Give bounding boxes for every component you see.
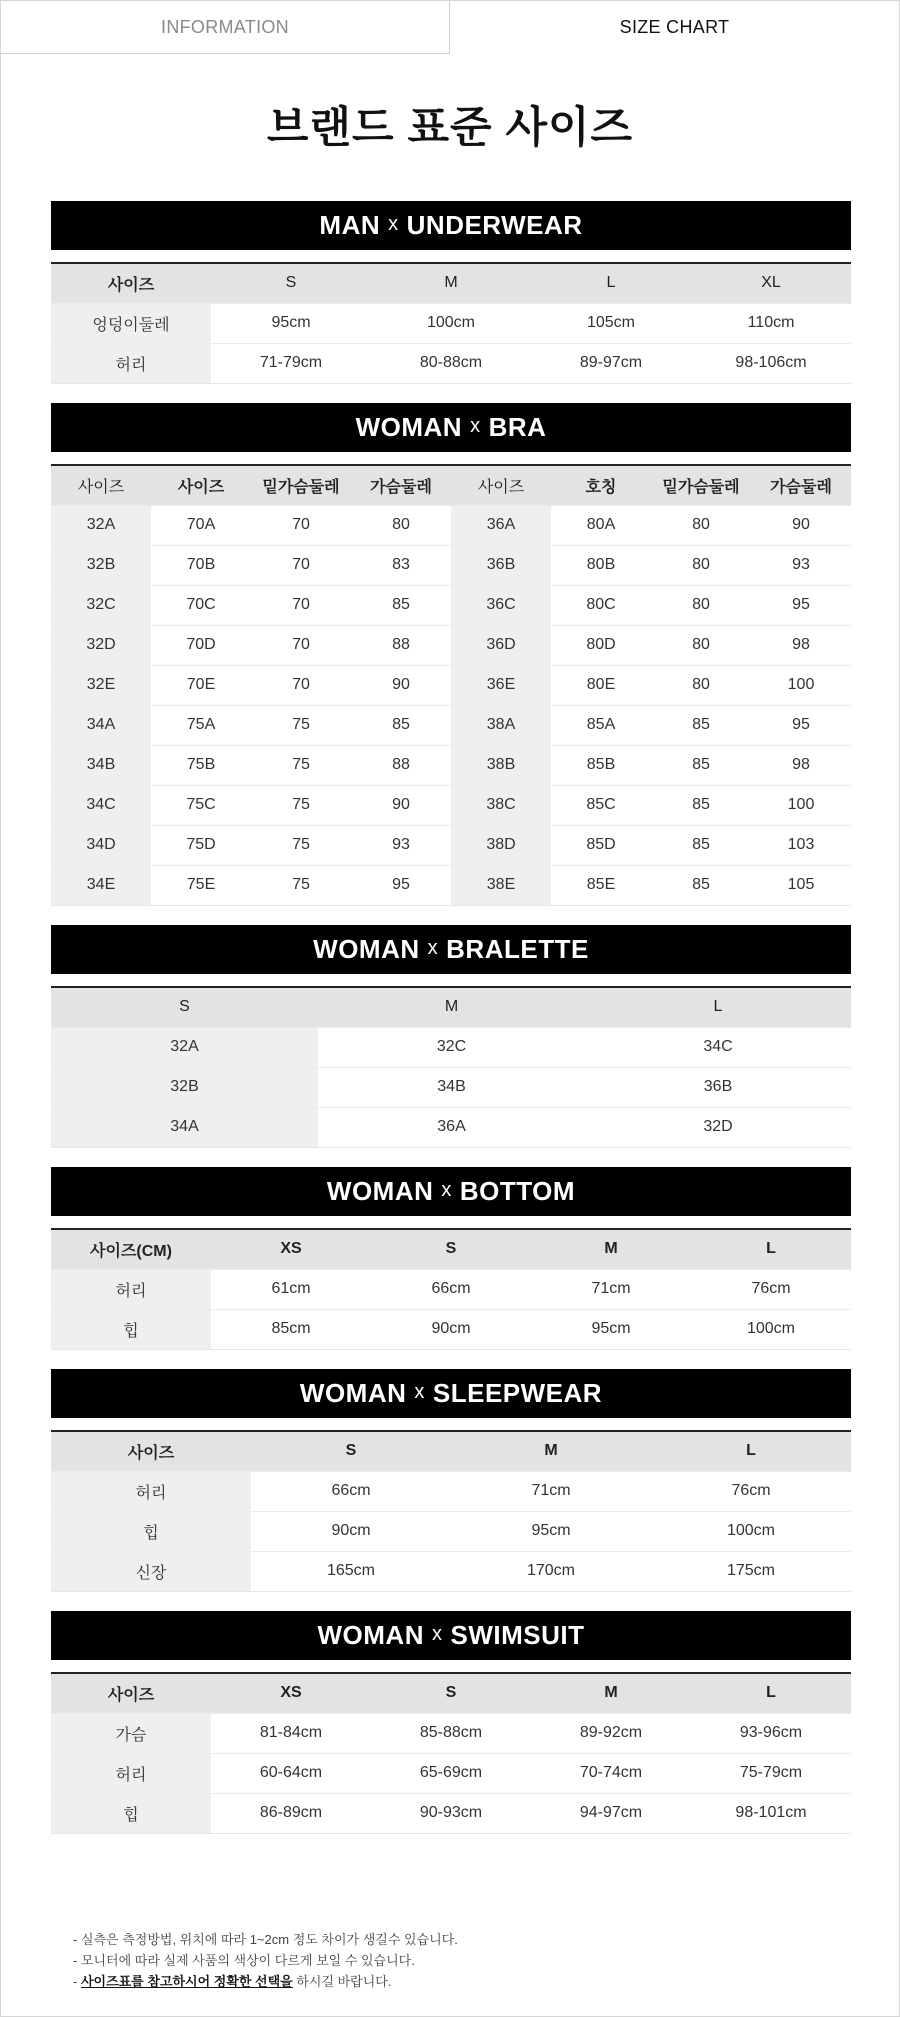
table-cell: 94-97cm xyxy=(531,1793,691,1833)
row-label: 34E xyxy=(51,865,151,905)
table-cell: 70A xyxy=(151,505,251,545)
table-row xyxy=(51,1107,851,1147)
bralette-table xyxy=(51,986,851,1148)
table-row xyxy=(51,1511,851,1551)
table-cell: 98-101cm xyxy=(691,1793,851,1833)
header-cell: XS xyxy=(211,1673,371,1713)
row-label: 신장 xyxy=(51,1551,251,1591)
section-separator: x xyxy=(470,415,481,437)
section-header xyxy=(51,1369,851,1418)
row-label: 허리 xyxy=(51,1269,211,1309)
section-category: BRALETTE xyxy=(446,934,589,964)
table-cell: 103 xyxy=(751,825,851,865)
section-brand: WOMAN xyxy=(299,1378,407,1408)
header-cell: S xyxy=(371,1229,531,1269)
table-cell: 100cm xyxy=(371,303,531,343)
table-row xyxy=(51,545,851,585)
table-cell: 80 xyxy=(651,625,751,665)
table-cell: 70C xyxy=(151,585,251,625)
table-cell: 85C xyxy=(551,785,651,825)
table-cell: 90cm xyxy=(371,1309,531,1349)
table-row xyxy=(51,1471,851,1511)
header-cell: 밑가슴둘레 xyxy=(651,465,751,505)
table-row xyxy=(51,625,851,665)
table-cell: 70B xyxy=(151,545,251,585)
table-cell: 90-93cm xyxy=(371,1793,531,1833)
table-row xyxy=(51,1551,851,1591)
table-cell: 98 xyxy=(751,625,851,665)
table-cell: 60-64cm xyxy=(211,1753,371,1793)
section-separator: x xyxy=(441,1179,452,1201)
tab-size-chart[interactable]: SIZE CHART xyxy=(450,1,899,54)
row-label: 38D xyxy=(451,825,551,865)
table-cell: 90 xyxy=(351,665,451,705)
table-cell: 85cm xyxy=(211,1309,371,1349)
table-cell: 71-79cm xyxy=(211,343,371,383)
header-cell: L xyxy=(531,263,691,303)
table-cell: 75 xyxy=(251,785,351,825)
section-category: BRA xyxy=(488,412,547,442)
table-cell: 32C xyxy=(318,1027,585,1067)
table-cell: 66cm xyxy=(251,1471,451,1511)
row-label: 힙 xyxy=(51,1511,251,1551)
table-cell: 80 xyxy=(351,505,451,545)
row-label: 힙 xyxy=(51,1309,211,1349)
row-label: 34B xyxy=(51,745,151,785)
table-row xyxy=(51,1309,851,1349)
table-cell: 95 xyxy=(351,865,451,905)
table-cell: 71cm xyxy=(451,1471,651,1511)
table-cell: 75D xyxy=(151,825,251,865)
table-cell: 95cm xyxy=(451,1511,651,1551)
table-cell: 95 xyxy=(751,585,851,625)
table-cell: 100cm xyxy=(651,1511,851,1551)
section-woman-swimsuit xyxy=(51,1611,851,1834)
table-cell: 80B xyxy=(551,545,651,585)
swimsuit-table xyxy=(51,1672,851,1834)
row-label: 허리 xyxy=(51,1471,251,1511)
section-brand: WOMAN xyxy=(313,934,420,964)
table-cell: 85 xyxy=(651,705,751,745)
table-cell: 70D xyxy=(151,625,251,665)
header-cell: 사이즈(CM) xyxy=(51,1229,211,1269)
table-cell: 80E xyxy=(551,665,651,705)
section-brand: MAN xyxy=(319,210,381,240)
row-label: 34A xyxy=(51,705,151,745)
table-cell: 75-79cm xyxy=(691,1753,851,1793)
table-cell: 98 xyxy=(751,745,851,785)
row-label: 38C xyxy=(451,785,551,825)
table-cell: 65-69cm xyxy=(371,1753,531,1793)
header-cell: 가슴둘레 xyxy=(351,465,451,505)
table-row xyxy=(51,1713,851,1753)
table-row xyxy=(51,1067,851,1107)
header-cell: M xyxy=(318,987,585,1027)
header-cell: 사이즈 xyxy=(151,465,251,505)
table-cell: 165cm xyxy=(251,1551,451,1591)
table-cell: 70 xyxy=(251,665,351,705)
note-line xyxy=(73,1971,458,1992)
row-label: 36B xyxy=(451,545,551,585)
table-row xyxy=(51,303,851,343)
table-row xyxy=(51,1269,851,1309)
bra-table xyxy=(51,464,851,906)
underwear-table xyxy=(51,262,851,384)
table-cell: 85 xyxy=(351,705,451,745)
header-cell: M xyxy=(371,263,531,303)
row-label: 32A xyxy=(51,1027,318,1067)
header-cell: S xyxy=(211,263,371,303)
section-woman-bra xyxy=(51,403,851,906)
section-header xyxy=(51,1167,851,1216)
table-cell: 86-89cm xyxy=(211,1793,371,1833)
table-cell: 70 xyxy=(251,585,351,625)
table-row xyxy=(51,785,851,825)
table-cell: 89-97cm xyxy=(531,343,691,383)
header-cell: M xyxy=(451,1431,651,1471)
row-label: 32B xyxy=(51,1067,318,1107)
table-cell: 85E xyxy=(551,865,651,905)
header-cell: 호칭 xyxy=(551,465,651,505)
row-label: 32B xyxy=(51,545,151,585)
table-row xyxy=(51,665,851,705)
row-label: 32D xyxy=(51,625,151,665)
row-label: 38A xyxy=(451,705,551,745)
table-cell: 80 xyxy=(651,545,751,585)
row-label: 32E xyxy=(51,665,151,705)
table-cell: 90 xyxy=(751,505,851,545)
table-cell: 75 xyxy=(251,705,351,745)
table-cell: 75B xyxy=(151,745,251,785)
section-separator: x xyxy=(388,213,399,235)
table-cell: 95 xyxy=(751,705,851,745)
table-cell: 85 xyxy=(651,825,751,865)
row-label: 36D xyxy=(451,625,551,665)
table-cell: 75 xyxy=(251,745,351,785)
table-cell: 61cm xyxy=(211,1269,371,1309)
header-cell: 사이즈 xyxy=(451,465,551,505)
table-cell: 36A xyxy=(318,1107,585,1147)
header-cell: 사이즈 xyxy=(51,1673,211,1713)
header-cell: S xyxy=(51,987,318,1027)
page-title: 브랜드 표준 사이즈 xyxy=(266,104,634,152)
tab-bar xyxy=(1,1,899,54)
section-category: SWIMSUIT xyxy=(450,1620,585,1650)
table-row xyxy=(51,825,851,865)
section-category: BOTTOM xyxy=(459,1176,576,1206)
table-cell: 81-84cm xyxy=(211,1713,371,1753)
row-label: 34C xyxy=(51,785,151,825)
table-cell: 85 xyxy=(651,745,751,785)
table-cell: 32D xyxy=(585,1107,851,1147)
header-cell: S xyxy=(251,1431,451,1471)
table-cell: 90 xyxy=(351,785,451,825)
section-header xyxy=(51,403,851,452)
table-cell: 75 xyxy=(251,825,351,865)
table-cell: 105 xyxy=(751,865,851,905)
header-cell: 가슴둘레 xyxy=(751,465,851,505)
header-cell: M xyxy=(531,1229,691,1269)
header-cell: L xyxy=(691,1673,851,1713)
table-row xyxy=(51,1793,851,1833)
section-woman-bottom xyxy=(51,1167,851,1350)
bottom-table xyxy=(51,1228,851,1350)
table-cell: 89-92cm xyxy=(531,1713,691,1753)
header-cell: L xyxy=(585,987,851,1027)
size-notes xyxy=(73,1929,458,1992)
table-cell: 170cm xyxy=(451,1551,651,1591)
header-cell: 사이즈 xyxy=(51,263,211,303)
header-cell: S xyxy=(371,1673,531,1713)
section-woman-sleepwear xyxy=(51,1369,851,1592)
note-suffix: 하시길 바랍니다. xyxy=(292,1974,392,1989)
section-separator: x xyxy=(414,1381,425,1403)
section-man-underwear xyxy=(51,201,851,384)
table-cell: 98-106cm xyxy=(691,343,851,383)
note-emphasis: 사이즈표를 참고하시어 정확한 선택을 xyxy=(80,1974,293,1989)
table-cell: 66cm xyxy=(371,1269,531,1309)
section-header xyxy=(51,925,851,974)
row-label: 34D xyxy=(51,825,151,865)
table-cell: 36B xyxy=(585,1067,851,1107)
table-row xyxy=(51,865,851,905)
table-cell: 70E xyxy=(151,665,251,705)
table-cell: 70-74cm xyxy=(531,1753,691,1793)
table-cell: 90cm xyxy=(251,1511,451,1551)
table-row xyxy=(51,1027,851,1067)
table-cell: 85 xyxy=(651,865,751,905)
table-cell: 34B xyxy=(318,1067,585,1107)
row-label: 38B xyxy=(451,745,551,785)
table-row xyxy=(51,1753,851,1793)
note-line: - 실측은 측정방법, 위치에 따라 1~2cm 정도 차이가 생길수 있습니다. xyxy=(73,1932,458,1947)
row-label: 36C xyxy=(451,585,551,625)
table-cell: 80A xyxy=(551,505,651,545)
table-cell: 80 xyxy=(651,505,751,545)
table-cell: 80C xyxy=(551,585,651,625)
section-brand: WOMAN xyxy=(317,1620,424,1650)
table-cell: 71cm xyxy=(531,1269,691,1309)
row-label: 32A xyxy=(51,505,151,545)
table-cell: 105cm xyxy=(531,303,691,343)
table-cell: 83 xyxy=(351,545,451,585)
table-cell: 85A xyxy=(551,705,651,745)
row-label: 가슴 xyxy=(51,1713,211,1753)
header-cell: XS xyxy=(211,1229,371,1269)
table-row xyxy=(51,745,851,785)
table-cell: 93-96cm xyxy=(691,1713,851,1753)
header-cell: L xyxy=(651,1431,851,1471)
row-label: 엉덩이둘레 xyxy=(51,303,211,343)
table-cell: 80D xyxy=(551,625,651,665)
row-label: 34A xyxy=(51,1107,318,1147)
table-cell: 100 xyxy=(751,665,851,705)
row-label: 허리 xyxy=(51,343,211,383)
table-cell: 75C xyxy=(151,785,251,825)
table-cell: 95cm xyxy=(211,303,371,343)
table-cell: 100cm xyxy=(691,1309,851,1349)
table-cell: 75 xyxy=(251,865,351,905)
table-cell: 80 xyxy=(651,585,751,625)
table-cell: 175cm xyxy=(651,1551,851,1591)
table-cell: 75E xyxy=(151,865,251,905)
section-separator: x xyxy=(427,937,439,959)
table-cell: 93 xyxy=(751,545,851,585)
table-cell: 34C xyxy=(585,1027,851,1067)
table-cell: 70 xyxy=(251,545,351,585)
header-cell: 사이즈 xyxy=(51,1431,251,1471)
table-cell: 95cm xyxy=(531,1309,691,1349)
row-label: 허리 xyxy=(51,1753,211,1793)
header-cell: M xyxy=(531,1673,691,1713)
header-cell: 밑가슴둘레 xyxy=(251,465,351,505)
row-label: 38E xyxy=(451,865,551,905)
note-line: - 모니터에 따라 실제 사품의 색상이 다르게 보일 수 있습니다. xyxy=(73,1953,415,1968)
table-cell: 88 xyxy=(351,745,451,785)
header-cell: XL xyxy=(691,263,851,303)
table-cell: 76cm xyxy=(651,1471,851,1511)
section-category: UNDERWEAR xyxy=(406,210,583,240)
header-cell: 사이즈 xyxy=(51,465,151,505)
table-row xyxy=(51,343,851,383)
table-cell: 85D xyxy=(551,825,651,865)
table-cell: 76cm xyxy=(691,1269,851,1309)
tab-information[interactable]: INFORMATION xyxy=(1,1,450,54)
table-cell: 110cm xyxy=(691,303,851,343)
table-cell: 85 xyxy=(351,585,451,625)
table-cell: 100 xyxy=(751,785,851,825)
table-row xyxy=(51,705,851,745)
section-category: SLEEPWEAR xyxy=(432,1378,603,1408)
note-prefix: - xyxy=(73,1974,81,1989)
table-cell: 88 xyxy=(351,625,451,665)
header-cell: L xyxy=(691,1229,851,1269)
table-cell: 85B xyxy=(551,745,651,785)
table-row xyxy=(51,585,851,625)
table-cell: 93 xyxy=(351,825,451,865)
section-separator: x xyxy=(431,1623,443,1645)
section-header xyxy=(51,201,851,250)
row-label: 36A xyxy=(451,505,551,545)
table-row xyxy=(51,505,851,545)
table-cell: 70 xyxy=(251,505,351,545)
section-header xyxy=(51,1611,851,1660)
sleepwear-table xyxy=(51,1430,851,1592)
section-brand: WOMAN xyxy=(326,1176,434,1206)
table-cell: 70 xyxy=(251,625,351,665)
table-cell: 80-88cm xyxy=(371,343,531,383)
section-woman-bralette xyxy=(51,925,851,1148)
table-cell: 85-88cm xyxy=(371,1713,531,1753)
table-cell: 85 xyxy=(651,785,751,825)
row-label: 32C xyxy=(51,585,151,625)
table-cell: 75A xyxy=(151,705,251,745)
row-label: 36E xyxy=(451,665,551,705)
row-label: 힙 xyxy=(51,1793,211,1833)
section-brand: WOMAN xyxy=(355,412,463,442)
table-cell: 80 xyxy=(651,665,751,705)
